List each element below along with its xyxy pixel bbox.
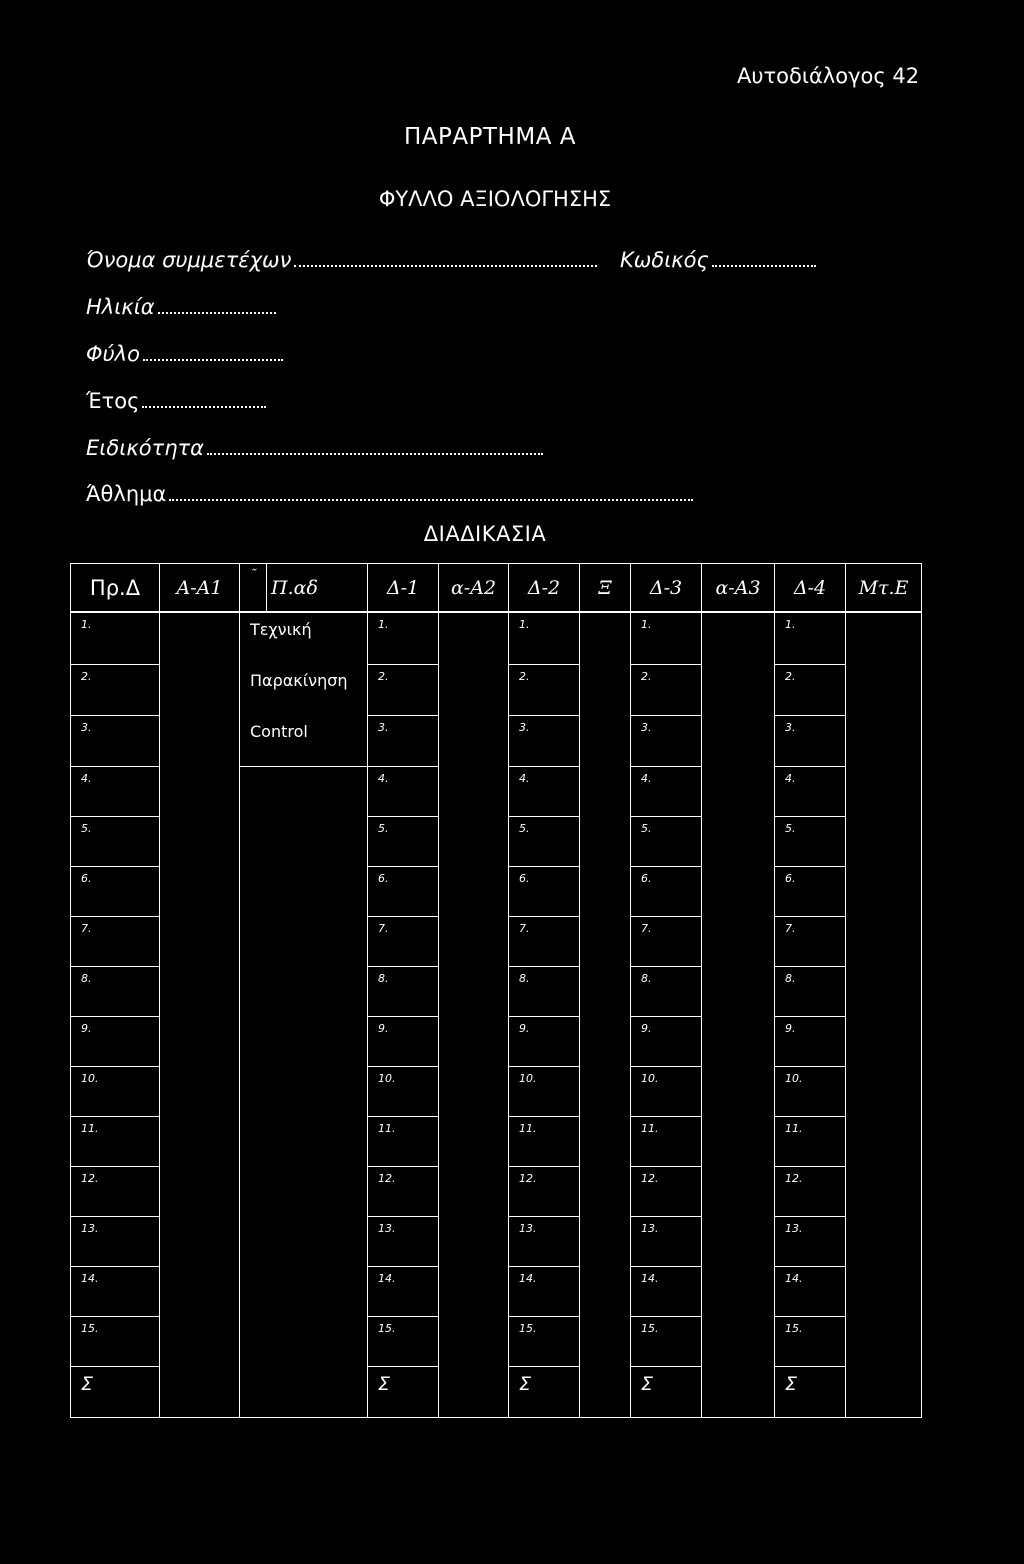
numbered-cell[interactable]: 1.: [631, 612, 702, 664]
blank-cell[interactable]: [580, 1367, 631, 1418]
numbered-cell[interactable]: 1.: [71, 612, 160, 664]
sum-cell[interactable]: Σ: [368, 1367, 439, 1418]
numbered-cell[interactable]: 9.: [775, 1017, 846, 1067]
blank-cell[interactable]: [580, 612, 631, 664]
numbered-cell[interactable]: 7.: [368, 917, 439, 967]
numbered-cell[interactable]: 14.: [368, 1267, 439, 1317]
participant-name-field[interactable]: [86, 248, 597, 272]
label-cell[interactable]: [240, 1167, 368, 1217]
table-row: [71, 1017, 922, 1067]
procedure-title: ΔΙΑΔΙΚΑΣΙΑ: [423, 522, 547, 546]
gender-field[interactable]: [86, 342, 283, 366]
blank-cell[interactable]: [439, 917, 509, 967]
table-row: [71, 1067, 922, 1117]
blank-cell[interactable]: [846, 1267, 922, 1317]
numbered-cell[interactable]: 2.: [631, 664, 702, 715]
table-row: [71, 767, 922, 817]
numbered-cell[interactable]: 15.: [631, 1317, 702, 1367]
numbered-cell[interactable]: 5.: [509, 817, 580, 867]
blank-cell[interactable]: [439, 1117, 509, 1167]
blank-cell[interactable]: [160, 1017, 240, 1067]
blank-cell[interactable]: [160, 1367, 240, 1418]
age-field[interactable]: [86, 295, 276, 319]
blank-cell[interactable]: [439, 1217, 509, 1267]
header-mt-e: Μτ.Ε: [846, 564, 922, 613]
blank-cell[interactable]: [846, 817, 922, 867]
blank-cell[interactable]: [580, 1317, 631, 1367]
numbered-cell[interactable]: 7.: [631, 917, 702, 967]
numbered-cell[interactable]: 13.: [775, 1217, 846, 1267]
numbered-cell[interactable]: 12.: [509, 1167, 580, 1217]
sum-cell[interactable]: Σ: [71, 1367, 160, 1418]
blank-cell[interactable]: [580, 1067, 631, 1117]
header-p-ad: Π.αδ: [267, 564, 368, 613]
numbered-cell[interactable]: 7.: [775, 917, 846, 967]
numbered-cell[interactable]: 11.: [368, 1117, 439, 1167]
blank-cell[interactable]: [160, 1217, 240, 1267]
blank-cell[interactable]: [846, 1167, 922, 1217]
sport-label: Άθλημα: [86, 482, 167, 506]
numbered-cell[interactable]: 2.: [368, 664, 439, 715]
blank-cell[interactable]: [580, 1017, 631, 1067]
numbered-cell[interactable]: 3.: [509, 715, 580, 767]
blank-cell[interactable]: [160, 664, 240, 715]
numbered-cell[interactable]: 4.: [509, 767, 580, 817]
blank-cell[interactable]: [160, 867, 240, 917]
label-cell[interactable]: [240, 1117, 368, 1167]
blank-cell[interactable]: [702, 1017, 775, 1067]
numbered-cell[interactable]: 9.: [71, 1017, 160, 1067]
table-row: [71, 1317, 922, 1367]
numbered-cell[interactable]: 8.: [631, 967, 702, 1017]
blank-cell[interactable]: [846, 612, 922, 664]
numbered-cell[interactable]: 8.: [368, 967, 439, 1017]
numbered-cell[interactable]: 7.: [509, 917, 580, 967]
blank-cell[interactable]: [702, 664, 775, 715]
table-row: [71, 664, 922, 715]
numbered-cell[interactable]: 3.: [775, 715, 846, 767]
numbered-cell[interactable]: 5.: [368, 817, 439, 867]
numbered-cell[interactable]: 4.: [775, 767, 846, 817]
gender-dotted-line: [143, 358, 283, 361]
blank-cell[interactable]: [160, 1267, 240, 1317]
label-cell[interactable]: [240, 917, 368, 967]
page-number: Αυτοδιάλογος 42: [737, 64, 920, 88]
blank-cell[interactable]: [439, 1017, 509, 1067]
blank-cell[interactable]: [439, 612, 509, 664]
blank-cell[interactable]: [846, 767, 922, 817]
numbered-cell[interactable]: 10.: [71, 1067, 160, 1117]
numbered-cell[interactable]: 6.: [368, 867, 439, 917]
blank-cell[interactable]: [439, 715, 509, 767]
label-cell[interactable]: [240, 1367, 368, 1418]
blank-cell[interactable]: [439, 1317, 509, 1367]
blank-cell[interactable]: [160, 967, 240, 1017]
code-dotted-line: [712, 264, 816, 267]
header-pr-d: Πρ.Δ: [71, 564, 160, 613]
specialty-field[interactable]: [86, 436, 543, 460]
blank-cell[interactable]: [439, 967, 509, 1017]
blank-cell[interactable]: [846, 664, 922, 715]
numbered-cell[interactable]: 12.: [631, 1167, 702, 1217]
blank-cell[interactable]: [439, 1067, 509, 1117]
code-field[interactable]: [620, 248, 816, 272]
numbered-cell[interactable]: 11.: [631, 1117, 702, 1167]
blank-cell[interactable]: [702, 1267, 775, 1317]
form-title: ΦΥΛΛΟ ΑΞΙΟΛΟΓΗΣΗΣ: [378, 187, 612, 211]
numbered-cell[interactable]: 6.: [631, 867, 702, 917]
numbered-cell[interactable]: 12.: [71, 1167, 160, 1217]
table-row: [71, 817, 922, 867]
sum-cell[interactable]: Σ: [631, 1367, 702, 1418]
blank-cell[interactable]: [846, 1317, 922, 1367]
blank-cell[interactable]: [702, 967, 775, 1017]
table-row: [71, 612, 922, 664]
numbered-cell[interactable]: 1.: [368, 612, 439, 664]
numbered-cell[interactable]: 10.: [368, 1067, 439, 1117]
numbered-cell[interactable]: 15.: [71, 1317, 160, 1367]
numbered-cell[interactable]: 14.: [71, 1267, 160, 1317]
numbered-cell[interactable]: 13.: [631, 1217, 702, 1267]
numbered-cell[interactable]: 5.: [71, 817, 160, 867]
participant-name-label: Όνομα συμμετέχων: [86, 248, 292, 272]
numbered-cell[interactable]: 2.: [71, 664, 160, 715]
numbered-cell[interactable]: 8.: [509, 967, 580, 1017]
blank-cell[interactable]: [846, 1117, 922, 1167]
blank-cell[interactable]: [846, 867, 922, 917]
table-row: [71, 967, 922, 1017]
appendix-title: ΠΑΡΑΡΤΗΜΑ Α: [404, 124, 576, 150]
blank-cell[interactable]: [580, 1267, 631, 1317]
header-d-4: Δ-4: [775, 564, 846, 613]
numbered-cell[interactable]: 13.: [368, 1217, 439, 1267]
label-cell[interactable]: [240, 967, 368, 1017]
blank-cell[interactable]: [160, 817, 240, 867]
blank-cell[interactable]: [580, 967, 631, 1017]
sport-field[interactable]: [86, 482, 693, 506]
sum-cell[interactable]: Σ: [509, 1367, 580, 1418]
blank-cell[interactable]: [160, 612, 240, 664]
year-field[interactable]: [86, 389, 266, 413]
table-row: [71, 715, 922, 767]
blank-cell[interactable]: [160, 917, 240, 967]
table-row: [71, 1117, 922, 1167]
sum-row: [71, 1367, 922, 1418]
table-row: [71, 1217, 922, 1267]
numbered-cell[interactable]: 12.: [368, 1167, 439, 1217]
header-d-3: Δ-3: [631, 564, 702, 613]
numbered-cell[interactable]: 4.: [71, 767, 160, 817]
blank-cell[interactable]: [580, 867, 631, 917]
table-row: [71, 867, 922, 917]
blank-cell[interactable]: [702, 1117, 775, 1167]
label-cell[interactable]: [240, 1317, 368, 1367]
header-xi: Ξ: [580, 564, 631, 613]
numbered-cell[interactable]: 13.: [509, 1217, 580, 1267]
blank-cell[interactable]: [702, 817, 775, 867]
numbered-cell[interactable]: 14.: [509, 1267, 580, 1317]
numbered-cell[interactable]: 9.: [509, 1017, 580, 1067]
criterion-label: Παρακίνηση: [240, 664, 368, 715]
numbered-cell[interactable]: 15.: [509, 1317, 580, 1367]
blank-cell[interactable]: [439, 817, 509, 867]
label-cell[interactable]: [240, 1217, 368, 1267]
numbered-cell[interactable]: 11.: [509, 1117, 580, 1167]
label-cell[interactable]: [240, 1267, 368, 1317]
criterion-label: Control: [240, 715, 368, 767]
numbered-cell[interactable]: 3.: [631, 715, 702, 767]
numbered-cell[interactable]: 11.: [71, 1117, 160, 1167]
blank-cell[interactable]: [702, 715, 775, 767]
header-a-a2: α-Α2: [439, 564, 509, 613]
label-cell[interactable]: [240, 1067, 368, 1117]
blank-cell[interactable]: [846, 1367, 922, 1418]
blank-cell[interactable]: [846, 1017, 922, 1067]
blank-cell[interactable]: [702, 1217, 775, 1267]
numbered-cell[interactable]: 3.: [368, 715, 439, 767]
label-cell[interactable]: [240, 817, 368, 867]
blank-cell[interactable]: [439, 1167, 509, 1217]
blank-cell[interactable]: [580, 767, 631, 817]
specialty-label: Ειδικότητα: [86, 436, 204, 460]
table-header-row: [71, 564, 922, 613]
age-label: Ηλικία: [86, 295, 155, 319]
numbered-cell[interactable]: 11.: [775, 1117, 846, 1167]
header-d-2: Δ-2: [509, 564, 580, 613]
blank-cell[interactable]: [160, 1167, 240, 1217]
blank-cell[interactable]: [439, 767, 509, 817]
blank-cell[interactable]: [702, 1317, 775, 1367]
blank-cell[interactable]: [160, 1067, 240, 1117]
blank-cell[interactable]: [580, 817, 631, 867]
blank-cell[interactable]: [702, 917, 775, 967]
blank-cell[interactable]: [160, 1317, 240, 1367]
blank-cell[interactable]: [439, 867, 509, 917]
blank-cell[interactable]: [160, 1117, 240, 1167]
header-a-a3: α-Α3: [702, 564, 775, 613]
age-dotted-line: [158, 311, 276, 314]
label-cell[interactable]: [240, 867, 368, 917]
numbered-cell[interactable]: 10.: [775, 1067, 846, 1117]
year-label: Έτος: [86, 389, 140, 413]
numbered-cell[interactable]: 2.: [775, 664, 846, 715]
numbered-cell[interactable]: 9.: [368, 1017, 439, 1067]
participant-name-dotted-line: [294, 264, 597, 267]
numbered-cell[interactable]: 13.: [71, 1217, 160, 1267]
sport-dotted-line: [169, 498, 693, 501]
blank-cell[interactable]: [846, 967, 922, 1017]
blank-cell[interactable]: [702, 612, 775, 664]
numbered-cell[interactable]: 9.: [631, 1017, 702, 1067]
criterion-label: Τεχνική: [240, 612, 368, 664]
label-cell[interactable]: [240, 767, 368, 817]
blank-cell[interactable]: [846, 1217, 922, 1267]
specialty-dotted-line: [207, 452, 543, 455]
year-dotted-line: [142, 405, 266, 408]
blank-cell[interactable]: [580, 715, 631, 767]
blank-cell[interactable]: [846, 715, 922, 767]
evaluation-table: [70, 563, 922, 1418]
blank-cell[interactable]: [846, 917, 922, 967]
numbered-cell[interactable]: 6.: [775, 867, 846, 917]
header-d-1: Δ-1: [368, 564, 439, 613]
numbered-cell[interactable]: 5.: [775, 817, 846, 867]
blank-cell[interactable]: [160, 715, 240, 767]
numbered-cell[interactable]: 1.: [509, 612, 580, 664]
numbered-cell[interactable]: 6.: [509, 867, 580, 917]
numbered-cell[interactable]: 10.: [509, 1067, 580, 1117]
table-row: [71, 1167, 922, 1217]
numbered-cell[interactable]: 5.: [631, 817, 702, 867]
blank-cell[interactable]: [580, 1117, 631, 1167]
code-label: Κωδικός: [620, 248, 709, 272]
blank-cell[interactable]: [702, 1167, 775, 1217]
numbered-cell[interactable]: 4.: [368, 767, 439, 817]
header-mark: ˜: [240, 564, 267, 613]
blank-cell[interactable]: [160, 767, 240, 817]
numbered-cell[interactable]: 15.: [368, 1317, 439, 1367]
blank-cell[interactable]: [702, 867, 775, 917]
numbered-cell[interactable]: 6.: [71, 867, 160, 917]
blank-cell[interactable]: [439, 664, 509, 715]
table-row: [71, 917, 922, 967]
numbered-cell[interactable]: 15.: [775, 1317, 846, 1367]
numbered-cell[interactable]: 4.: [631, 767, 702, 817]
numbered-cell[interactable]: 3.: [71, 715, 160, 767]
blank-cell[interactable]: [439, 1367, 509, 1418]
sum-cell[interactable]: Σ: [775, 1367, 846, 1418]
blank-cell[interactable]: [702, 1367, 775, 1418]
blank-cell[interactable]: [702, 767, 775, 817]
blank-cell[interactable]: [580, 664, 631, 715]
blank-cell[interactable]: [439, 1267, 509, 1317]
blank-cell[interactable]: [846, 1067, 922, 1117]
numbered-cell[interactable]: 1.: [775, 612, 846, 664]
blank-cell[interactable]: [580, 1217, 631, 1267]
numbered-cell[interactable]: 2.: [509, 664, 580, 715]
blank-cell[interactable]: [580, 1167, 631, 1217]
numbered-cell[interactable]: 14.: [631, 1267, 702, 1317]
gender-label: Φύλο: [86, 342, 140, 366]
numbered-cell[interactable]: 7.: [71, 917, 160, 967]
blank-cell[interactable]: [702, 1067, 775, 1117]
table-row: [71, 1267, 922, 1317]
numbered-cell[interactable]: 8.: [71, 967, 160, 1017]
numbered-cell[interactable]: 8.: [775, 967, 846, 1017]
numbered-cell[interactable]: 10.: [631, 1067, 702, 1117]
label-cell[interactable]: [240, 1017, 368, 1067]
numbered-cell[interactable]: 14.: [775, 1267, 846, 1317]
header-a-a1: Α-Α1: [160, 564, 240, 613]
numbered-cell[interactable]: 12.: [775, 1167, 846, 1217]
blank-cell[interactable]: [580, 917, 631, 967]
